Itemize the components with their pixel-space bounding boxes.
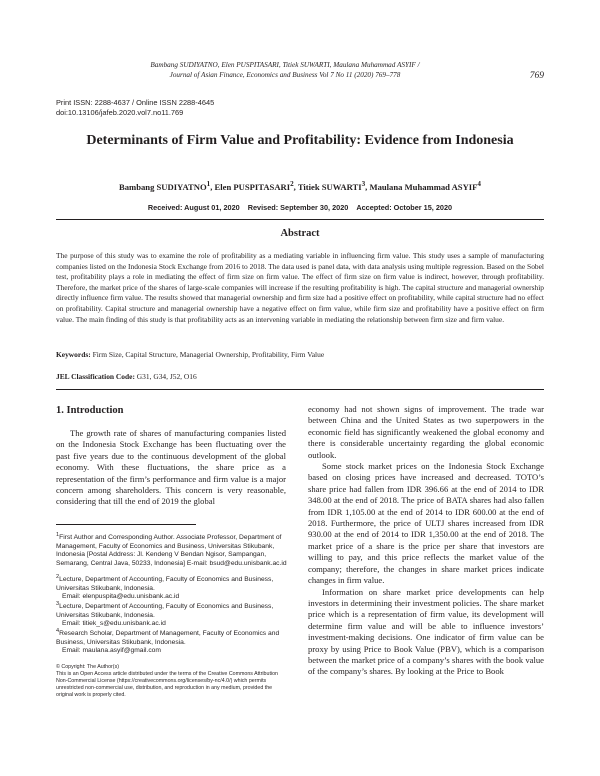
copyright-line: © Copyright: The Author(s) bbox=[56, 664, 119, 670]
jel-codes bbox=[56, 372, 544, 381]
footnote-text: Lecture, Department of Accounting, Faculty of Economics and Business, Universitas Stikubank, Indonesia. bbox=[56, 603, 274, 619]
keywords bbox=[56, 350, 544, 359]
identifiers bbox=[56, 98, 214, 118]
divider bbox=[56, 219, 544, 220]
footnote bbox=[56, 600, 288, 629]
copyright-notice bbox=[56, 664, 288, 699]
author-list bbox=[40, 180, 560, 192]
running-header-authors: Bambang SUDIYATNO, Elen PUSPITASARI, Titiek SUWARTI, Maulana Muhammad ASYIF / bbox=[150, 61, 420, 69]
author-name: Elen PUSPITASARI bbox=[214, 181, 291, 192]
author-name: Bambang SUDIYATNO bbox=[119, 181, 207, 192]
section-heading: 1. Introduction bbox=[56, 405, 124, 416]
jel-label: JEL Classification Code: bbox=[56, 372, 135, 381]
author-separator: , bbox=[210, 181, 215, 192]
running-header bbox=[120, 60, 450, 80]
page-number: 769 bbox=[529, 71, 544, 81]
accepted-date: Accepted: October 15, 2020 bbox=[356, 203, 453, 212]
received-date: Received: August 01, 2020 bbox=[147, 203, 240, 212]
author-affiliation-mark: 1 bbox=[206, 180, 211, 188]
article-title: Determinants of Firm Value and Profitability: Evidence from Indonesia bbox=[86, 133, 514, 148]
footnote bbox=[56, 627, 288, 656]
abstract-heading: Abstract bbox=[280, 228, 320, 239]
body-paragraph: The growth rate of shares of manufacturing companies listed on the Indonesia Stock Exchange has been fluctuating over the past five years due to the continuous development of the global economy. With these fluctuations, the share price as a representation of the firm’s performance and firm value is a major concern among shareholders. This concern is very reasonable, considering that till the end of 2019 the global bbox=[56, 428, 286, 507]
running-header-journal: Journal of Asian Finance, Economics and Business Vol 7 No 11 (2020) 769–778 bbox=[169, 71, 401, 79]
doi-line: doi:10.13106/jafeb.2020.vol7.no11.769 bbox=[56, 108, 184, 117]
submission-dates bbox=[40, 203, 560, 212]
footnote-text: Lecture, Department of Accounting, Faculty of Economics and Business, Universitas Stikubank, Indonesia. bbox=[56, 576, 274, 592]
revised-date: Revised: September 30, 2020 bbox=[247, 203, 349, 212]
author-affiliation-mark: 3 bbox=[361, 180, 366, 188]
author-affiliation-mark: 4 bbox=[477, 180, 481, 188]
abstract-text: The purpose of this study was to examine the role of profitability as a mediating variable in influencing firm value. This study uses a sample of manufacturing companies listed on the Indonesia Stock Exchange from 2016 to 2018. The data used is panel data, with data analysis using multiple regression. Based on the Sobel test, profitability plays a role in mediating the effect of firm size on firm value. The effect of firm size on firm value is indirect, however, through profitability. Therefore, the market price of the shares of large-scale companies will increase if the resulting profitability is high. The capital structure and managerial ownership directly influence firm value. The results showed that managerial ownership and firm size had a positive effect on profitability, while capital structure had no effect on profitability. Capital structure and managerial ownership have a negative effect on firm value, while firm size and profitability have a positive effect on firm value. The main finding of this study is that profitability acts as an intervening variable in mediating the relationship between firm size and firm value. bbox=[56, 251, 544, 324]
author-separator: , bbox=[365, 181, 370, 192]
license-text: This is an Open Access article distributed under the terms of the Creative Commons Attribution Non-Commercial License (https://creativecommons.org/licenses/by-nc/4.0/) which permits unrestricted non-commercial use, distribution, and reproduction in any medium, provided the original work is properly cited. bbox=[56, 671, 278, 698]
right-column bbox=[308, 404, 544, 678]
body-paragraph: Some stock market prices on the Indonesia Stock Exchange based on closing prices have increased and decreased. TOTO’s share price had fallen from IDR 396.66 at the end of 2014 to IDR 348.00 at the end of 2018. The price of BATA shares had also fallen from IDR 1,105.00 at the end of 2014 to IDR 600.00 at the end of 2018. Furthermore, the price of ULTJ shares increased from IDR 930.00 at the end of 2014 to IDR 1,350.00 at the end of 2018. The market price of a share is the price per share that investors are willing to pay, and this price reflects the market value of the company; therefore, the changes in share market prices indicate changes in firm value. bbox=[308, 461, 544, 586]
divider bbox=[56, 389, 544, 390]
footnote-text: First Author and Corresponding Author. Associate Professor, Department of Management, Faculty of Economics and Business, Universitas Stikubank, Indonesia [Postal Address: Jl. Kendeng V Bendan Ngisor, Sampangan, Semarang, Central Java, 50233, Indonesia] E-mail: bsud@edu.unisbank.ac.id bbox=[56, 534, 287, 568]
footnote-email: Email: maulana.asyif@gmail.com bbox=[62, 647, 161, 655]
keywords-label: Keywords: bbox=[56, 350, 91, 359]
author-affiliation-mark: 2 bbox=[290, 180, 294, 188]
footnote-email: Email: titiek_s@edu.unisbank.ac.id bbox=[62, 620, 166, 628]
author-name: Maulana Muhammad ASYIF bbox=[369, 181, 478, 192]
footnote-mark: 3 bbox=[56, 601, 60, 607]
jel-value: G31, G34, J52, O16 bbox=[136, 372, 197, 381]
footnote-email: Email: elenpuspita@edu.unisbank.ac.id bbox=[62, 593, 180, 601]
footnote bbox=[56, 531, 288, 569]
body-paragraph: Information on share market price developments can help investors in determining their investment policies. The share market price which is a representation of firm value, its development will determine firm value and will be able to influence investors’ investment-making decisions. One indicator of firm value can be proxy by using Price to Book Value (PBV), which is a comparison between the market price of a company’s shares with the book value of the company’s shares. By looking at the Price to Book bbox=[308, 586, 544, 677]
footnote bbox=[56, 573, 288, 602]
author-name: Titiek SUWARTI bbox=[297, 181, 362, 192]
footnote-mark: 4 bbox=[56, 628, 60, 634]
issn-line: Print ISSN: 2288-4637 / Online ISSN 2288-4645 bbox=[56, 98, 215, 107]
keywords-value: Firm Size, Capital Structure, Managerial Ownership, Profitability, Firm Value bbox=[92, 350, 325, 359]
body-paragraph: economy had not shown signs of improvement. The trade war between China and the United States as two superpowers in the economic field has significantly weakened the global economy and there is considerable uncertainty regarding the global economic outlook. bbox=[308, 404, 544, 460]
footnote-divider bbox=[56, 524, 196, 525]
footnote-text: Research Scholar, Department of Management, Faculty of Economics and Business, Universitas Stikubank, Indonesia. bbox=[56, 630, 280, 646]
footnote-mark: 2 bbox=[56, 574, 60, 580]
author-separator: , bbox=[293, 181, 298, 192]
footnote-mark: 1 bbox=[56, 532, 60, 538]
left-column bbox=[56, 428, 286, 508]
